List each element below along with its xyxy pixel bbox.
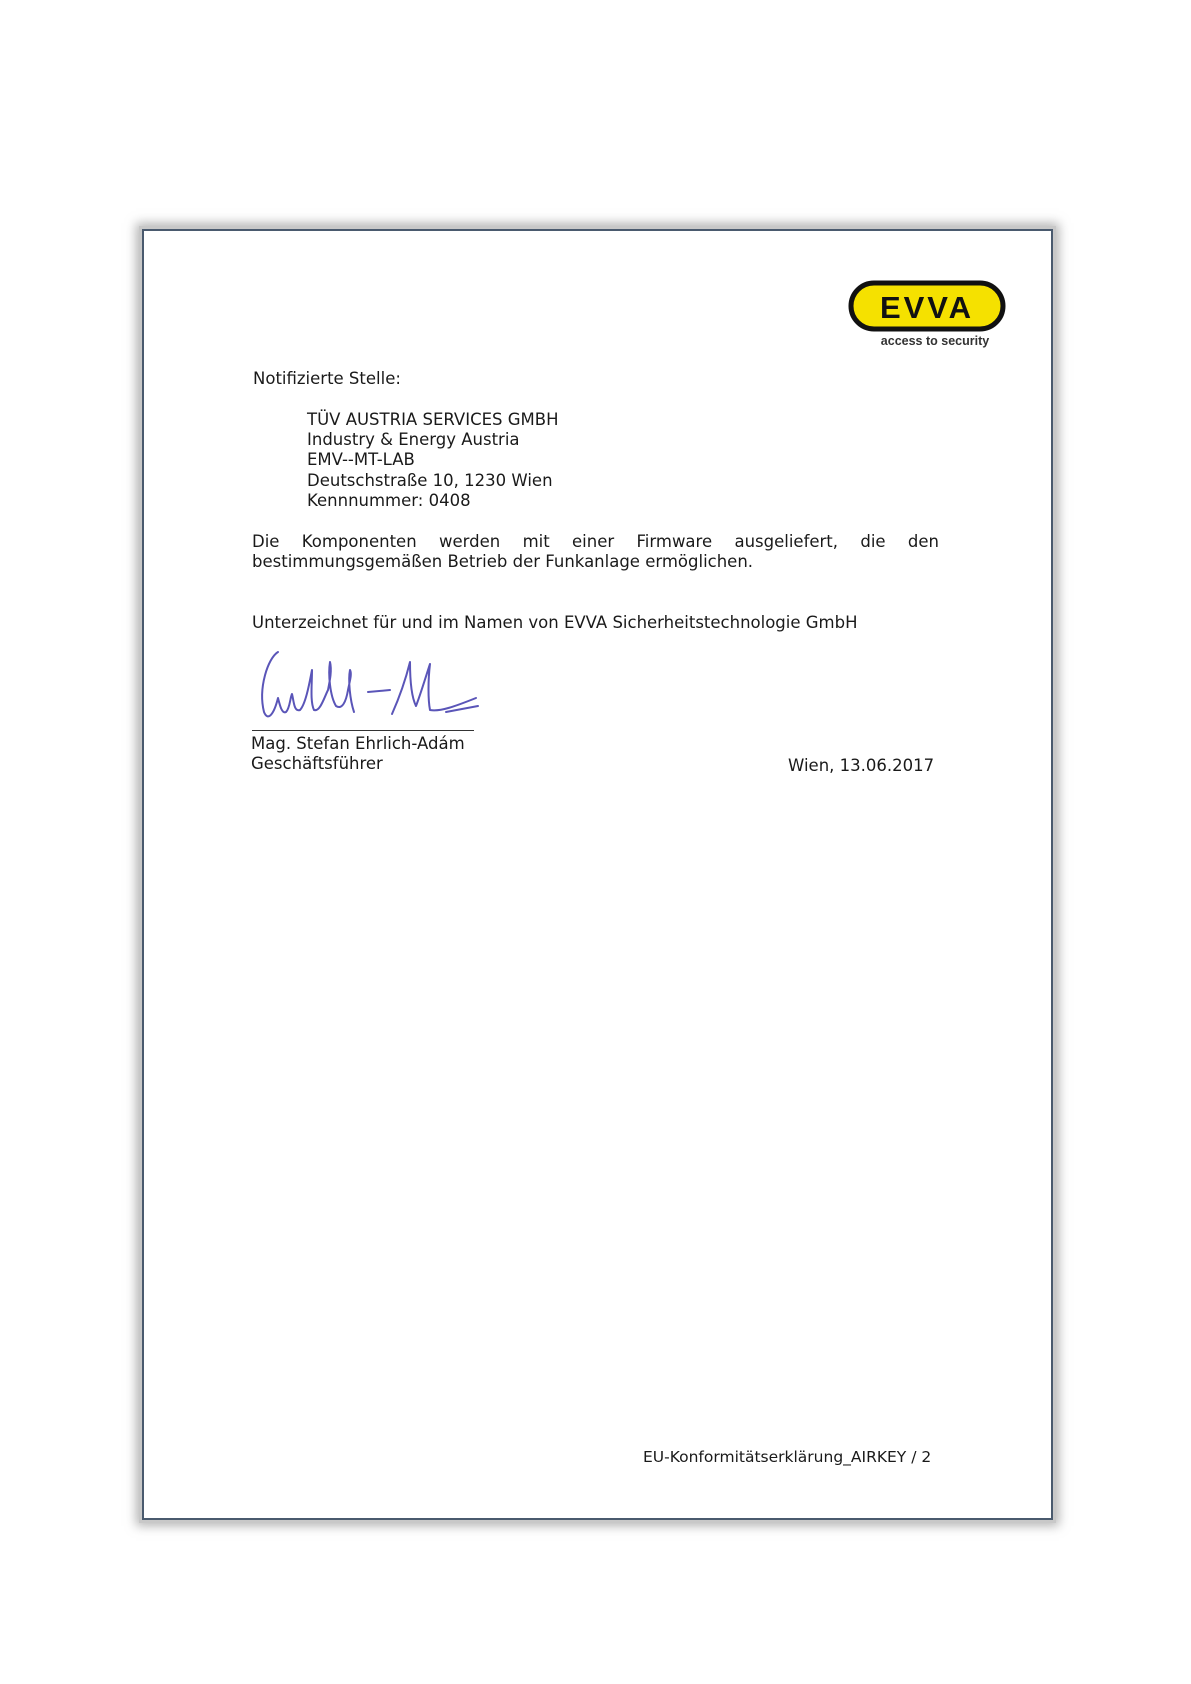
address-line: TÜV AUSTRIA SERVICES GMBH [307,410,559,429]
signed-for-statement: Unterzeichnet für und im Namen von EVVA Sicherheitstechnologie GmbH [252,613,858,632]
signatory-title: Geschäftsführer [251,754,383,773]
page-footer: EU-Konformitätserklärung_AIRKEY / 2 [643,1448,932,1466]
paragraph-line-2: bestimmungsgemäßen Betrieb der Funkanlage ermöglichen. [252,552,754,571]
word: die [860,532,886,551]
word: einer [572,532,615,551]
address-line: Industry & Energy Austria [307,430,520,449]
firmware-paragraph [252,532,939,572]
word: Komponenten [301,532,417,551]
word: mit [522,532,550,551]
signature-line [252,730,474,731]
page-frame [142,229,1053,1520]
word: Die [252,532,280,551]
address-line: Kennnummer: 0408 [307,491,471,510]
logo-brand: EVVA [879,290,975,325]
address-line: EMV--MT-LAB [307,450,415,469]
word: werden [439,532,501,551]
address-line: Deutschstraße 10, 1230 Wien [307,471,553,490]
word: Firmware [636,532,713,551]
paragraph-line-1 [252,532,939,552]
logo-tagline: access to security [880,334,990,348]
notified-body-heading: Notifizierte Stelle: [253,369,401,388]
word: ausgeliefert, [734,532,839,551]
word: den [907,532,939,551]
evva-logo [848,280,1008,350]
handwritten-signature [250,640,486,730]
signatory-name: Mag. Stefan Ehrlich-Adám [251,734,465,753]
place-and-date: Wien, 13.06.2017 [788,756,935,775]
